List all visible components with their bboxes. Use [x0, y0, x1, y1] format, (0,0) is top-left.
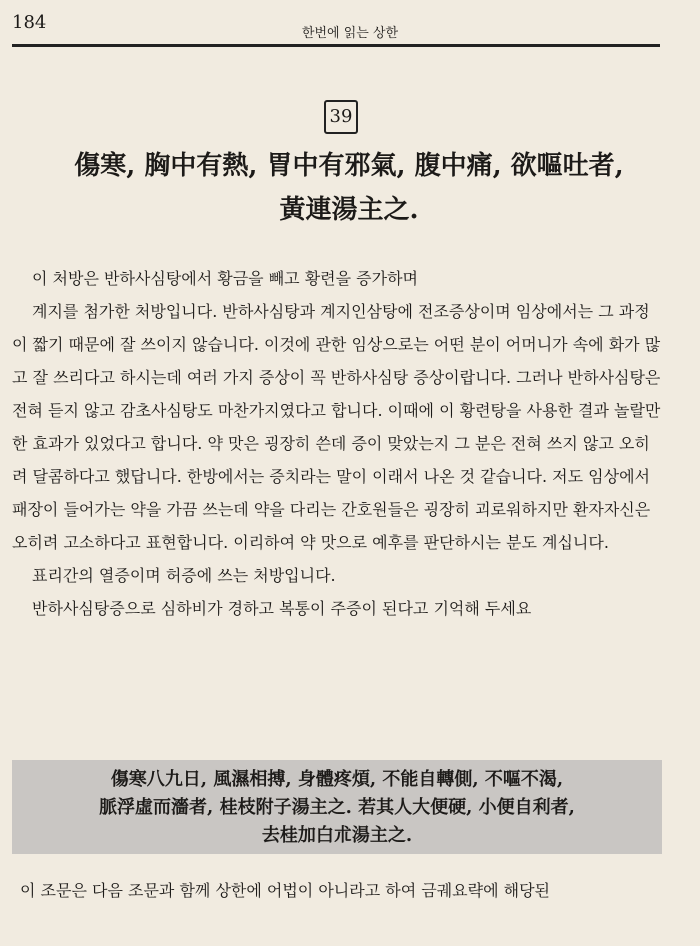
page-header	[0, 0, 700, 48]
page-number: 184	[12, 12, 47, 33]
body-text	[12, 262, 662, 625]
header-rule	[12, 44, 660, 47]
last-line: 이 조문은 다음 조문과 함께 상한에 어법이 아니라고 하여 금궤요략에 해당된	[20, 881, 550, 900]
clause-quote	[24, 144, 674, 232]
clause-number-box: 39	[324, 100, 358, 134]
quote-box	[12, 760, 662, 854]
clause-line-2: 黃連湯主之.	[279, 195, 419, 225]
running-title: 한번에 읽는 상한	[301, 26, 399, 41]
paragraph: 반하사심탕증으로 심하비가 경하고 복통이 주증이 된다고 기억해 두세요	[32, 599, 532, 618]
paragraph: 계지를 첨가한 처방입니다. 반하사심탕과 계지인삼탕에 전조증상이며 임상에서는 그 과정이 짧기 때문에 잘 쓰이지 않습니다. 이것에 관한 임상으로는 어떤 분이 어머니가 속에 화가 많고 잘 쓰리다고 하시는데 여러 가지 증상이 꼭 반하사심탕 증상이랍니다. 그러나 반하사심탕은 전혀 듣지 않고 감초사심탕도 마찬가지였다고 합니다. 이때에 이 황련탕을 사용한 결과 놀랄만한 효과가 있었다고 합니다. 약 맛은 굉장히 쓴데 증이 맞았는지 그 분은 전혀 쓰지 않고 오히려 달콤하다고 했답니다. 한방에서는 증치라는 말이 이래서 나온 것 같습니다. 저도 임상에서 패장이 들어가는 약을 가끔 쓰는데 약을 다리는 간호원들은 굉장히 괴로워하지만 환자자신은 오히려 고소하다고 표현합니다. 이리하여 약 맛으로 예후를 판단하시는 분도 계십니다.	[12, 302, 661, 552]
quote-line-3: 去桂加白朮湯主之.	[261, 825, 413, 846]
clause-line-1: 傷寒, 胸中有熱, 胃中有邪氣, 腹中痛, 欲嘔吐者,	[74, 151, 624, 181]
quote-line-2: 脈浮虛而濇者, 桂枝附子湯主之. 若其人大便硬, 小便自利者,	[99, 797, 575, 818]
paragraph: 표리간의 열증이며 허증에 쓰는 처방입니다.	[32, 566, 336, 585]
quote-line-1: 傷寒八九日, 風濕相搏, 身體疼煩, 不能自轉側, 不嘔不渴,	[110, 769, 564, 790]
paragraph: 이 처방은 반하사심탕에서 황금을 빼고 황련을 증가하며	[32, 269, 419, 288]
